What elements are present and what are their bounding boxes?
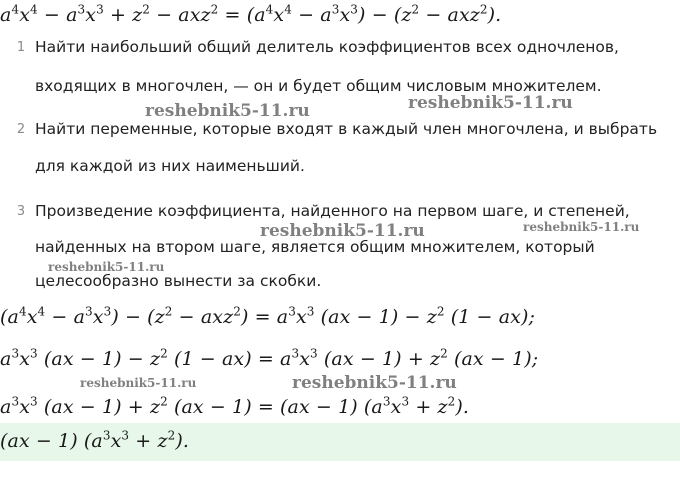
step-line: входящих в многочлен, — он и будет общим числовым множителем. [35, 77, 602, 95]
watermark: reshebnik5-11.ru [260, 221, 425, 241]
watermark: reshebnik5-11.ru [48, 260, 165, 274]
step-line: целесообразно вынести за скобки. [35, 272, 322, 290]
watermark: reshebnik5-11.ru [292, 373, 457, 393]
equation-1: $(a^4x^4 - a^3x^3) - (z^2 - axz^2) = a^3x^3$ $(ax - 1) - z^2$ (1 − ax); [0, 304, 535, 328]
watermark: reshebnik5-11.ru [523, 220, 640, 234]
watermark: reshebnik5-11.ru [145, 101, 310, 121]
answer-equation: (ax − 1) $(a^3x^3 + z^2)$. [0, 428, 189, 452]
top-equation: $a^4x^4 - a^3x^3 + z^2 - axz^2 = (a^4x^4 - a^3x^3) - (z^2 - axz^2)$. [0, 2, 502, 26]
step-line: для каждой из них наименьший. [35, 157, 305, 175]
step-line: найденных на втором шаге, является общим множителем, который [35, 238, 595, 256]
step-number: 2 [16, 122, 26, 137]
watermark: reshebnik5-11.ru [80, 376, 197, 390]
equation-2: $a^3x^3$ $(ax - 1) - z^2$ $(1 - ax) = a^3x^3$ $(ax - 1) + z^2$ (ax − 1); [0, 346, 539, 370]
step-line: Произведение коэффициента, найденного на первом шаге, и степеней, [35, 202, 630, 220]
step-line: Найти наибольший общий делитель коэффициентов всех одночленов, [35, 38, 619, 56]
step-line: Найти переменные, которые входят в каждый член многочлена, и выбрать [35, 120, 658, 138]
watermark: reshebnik5-11.ru [408, 93, 573, 113]
equation-3: $a^3x^3$ $(ax - 1) + z^2$ (ax − 1) = (ax − 1) $(a^3x^3 + z^2)$. [0, 394, 470, 418]
step-number: 3 [16, 204, 26, 219]
step-number: 1 [16, 40, 26, 55]
